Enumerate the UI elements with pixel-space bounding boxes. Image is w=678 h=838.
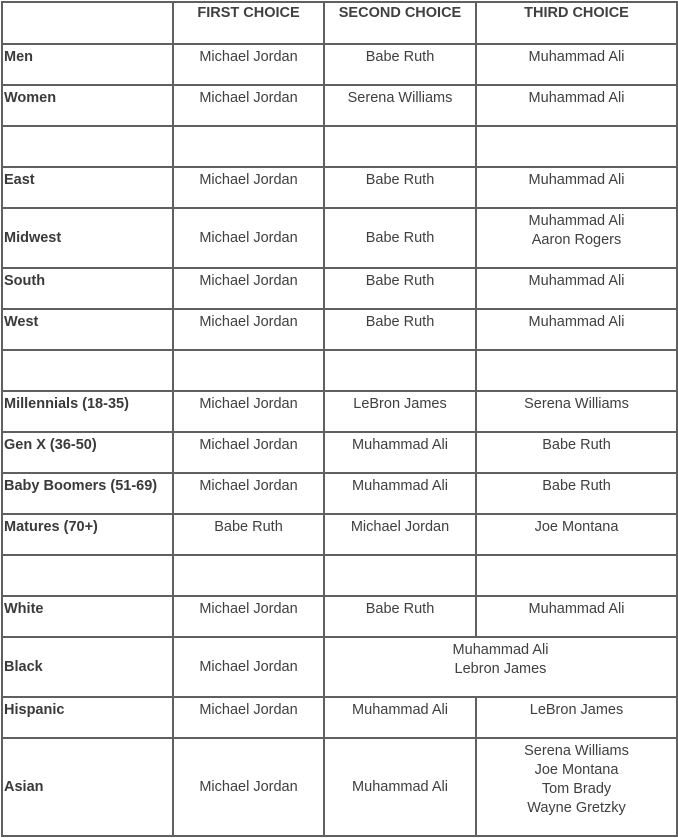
first-choice-cell: Michael Jordan <box>173 697 324 738</box>
spacer-cell <box>173 555 324 596</box>
third-choice-cell <box>476 309 677 350</box>
table-row <box>2 208 677 268</box>
first-choice-cell: Michael Jordan <box>173 738 324 836</box>
spacer-cell <box>476 126 677 167</box>
first-choice-cell: Michael Jordan <box>173 309 324 350</box>
table-row <box>2 309 677 350</box>
first-choice-cell: Michael Jordan <box>173 268 324 309</box>
first-choice-cell: Michael Jordan <box>173 44 324 85</box>
row-label: Asian <box>2 738 173 836</box>
third-choice-name: Muhammad Ali <box>528 314 625 330</box>
header-second-choice: SECOND CHOICE <box>324 2 476 44</box>
first-choice-cell: Michael Jordan <box>173 432 324 473</box>
third-choice-name: Wayne Gretzky <box>527 800 626 816</box>
row-label: Midwest <box>2 208 173 268</box>
third-choice-cell <box>476 85 677 126</box>
table-row <box>2 432 677 473</box>
spacer-row <box>2 350 677 391</box>
second-choice-cell: Serena Williams <box>324 85 476 126</box>
first-choice-cell: Michael Jordan <box>173 208 324 268</box>
third-choice-cell <box>476 514 677 555</box>
first-choice-cell: Michael Jordan <box>173 637 324 697</box>
row-label: Hispanic <box>2 697 173 738</box>
third-choice-name: Muhammad Ali <box>528 213 625 229</box>
spacer-row <box>2 555 677 596</box>
third-choice-cell <box>476 167 677 208</box>
third-choice-name: LeBron James <box>529 702 624 718</box>
header-row <box>2 2 677 44</box>
first-choice-cell: Michael Jordan <box>173 391 324 432</box>
third-choice-name: Tom Brady <box>541 781 612 797</box>
row-label: South <box>2 268 173 309</box>
spacer-cell <box>2 350 173 391</box>
spacer-cell <box>173 126 324 167</box>
merged-choice-name: Muhammad Ali <box>452 642 549 658</box>
choice-table <box>1 1 678 837</box>
third-choice-cell <box>476 44 677 85</box>
third-choice-cell <box>476 738 677 836</box>
table-row <box>2 391 677 432</box>
second-choice-cell: Michael Jordan <box>324 514 476 555</box>
third-choice-name: Aaron Rogers <box>531 232 622 248</box>
second-choice-cell: Babe Ruth <box>324 44 476 85</box>
table-row <box>2 697 677 738</box>
row-label: Gen X (36-50) <box>2 432 173 473</box>
third-choice-name: Joe Montana <box>534 762 619 778</box>
table-row <box>2 44 677 85</box>
spacer-row <box>2 126 677 167</box>
row-label: Baby Boomers (51-69) <box>2 473 173 514</box>
third-choice-name: Muhammad Ali <box>528 49 625 65</box>
first-choice-cell: Babe Ruth <box>173 514 324 555</box>
second-choice-cell: LeBron James <box>324 391 476 432</box>
third-choice-cell <box>476 208 677 268</box>
header-third-choice: THIRD CHOICE <box>476 2 677 44</box>
merged-choice-cell <box>324 637 677 697</box>
spacer-cell <box>2 126 173 167</box>
second-choice-cell: Muhammad Ali <box>324 738 476 836</box>
table-row <box>2 738 677 836</box>
row-label: East <box>2 167 173 208</box>
third-choice-name: Serena Williams <box>524 743 629 759</box>
second-choice-cell: Muhammad Ali <box>324 432 476 473</box>
third-choice-cell <box>476 391 677 432</box>
third-choice-name: Babe Ruth <box>542 437 611 453</box>
row-label: Women <box>2 85 173 126</box>
row-label: Millennials (18-35) <box>2 391 173 432</box>
spacer-cell <box>173 350 324 391</box>
table-row <box>2 596 677 637</box>
spacer-cell <box>476 555 677 596</box>
table-row <box>2 167 677 208</box>
third-choice-name: Babe Ruth <box>542 478 611 494</box>
second-choice-cell: Babe Ruth <box>324 167 476 208</box>
table-row <box>2 637 677 697</box>
table-row <box>2 473 677 514</box>
third-choice-cell <box>476 268 677 309</box>
third-choice-name: Serena Williams <box>524 396 629 412</box>
spacer-cell <box>324 126 476 167</box>
third-choice-name: Muhammad Ali <box>528 172 625 188</box>
spacer-cell <box>324 350 476 391</box>
third-choice-cell <box>476 596 677 637</box>
spacer-cell <box>324 555 476 596</box>
third-choice-cell <box>476 432 677 473</box>
second-choice-cell: Babe Ruth <box>324 268 476 309</box>
third-choice-name: Muhammad Ali <box>528 90 625 106</box>
header-corner <box>2 2 173 44</box>
first-choice-cell: Michael Jordan <box>173 85 324 126</box>
first-choice-cell: Michael Jordan <box>173 167 324 208</box>
third-choice-name: Muhammad Ali <box>528 601 625 617</box>
merged-choice-name: Lebron James <box>454 661 547 677</box>
table-row <box>2 268 677 309</box>
second-choice-cell: Muhammad Ali <box>324 697 476 738</box>
row-label: Black <box>2 637 173 697</box>
second-choice-cell: Babe Ruth <box>324 596 476 637</box>
row-label: White <box>2 596 173 637</box>
row-label: Matures (70+) <box>2 514 173 555</box>
first-choice-cell: Michael Jordan <box>173 596 324 637</box>
third-choice-name: Muhammad Ali <box>528 273 625 289</box>
second-choice-cell: Babe Ruth <box>324 208 476 268</box>
third-choice-cell <box>476 697 677 738</box>
second-choice-cell: Babe Ruth <box>324 309 476 350</box>
first-choice-cell: Michael Jordan <box>173 473 324 514</box>
header-first-choice: FIRST CHOICE <box>173 2 324 44</box>
row-label: West <box>2 309 173 350</box>
third-choice-name: Joe Montana <box>534 519 619 535</box>
row-label: Men <box>2 44 173 85</box>
spacer-cell <box>2 555 173 596</box>
third-choice-cell <box>476 473 677 514</box>
table-row <box>2 85 677 126</box>
table-row <box>2 514 677 555</box>
spacer-cell <box>476 350 677 391</box>
second-choice-cell: Muhammad Ali <box>324 473 476 514</box>
